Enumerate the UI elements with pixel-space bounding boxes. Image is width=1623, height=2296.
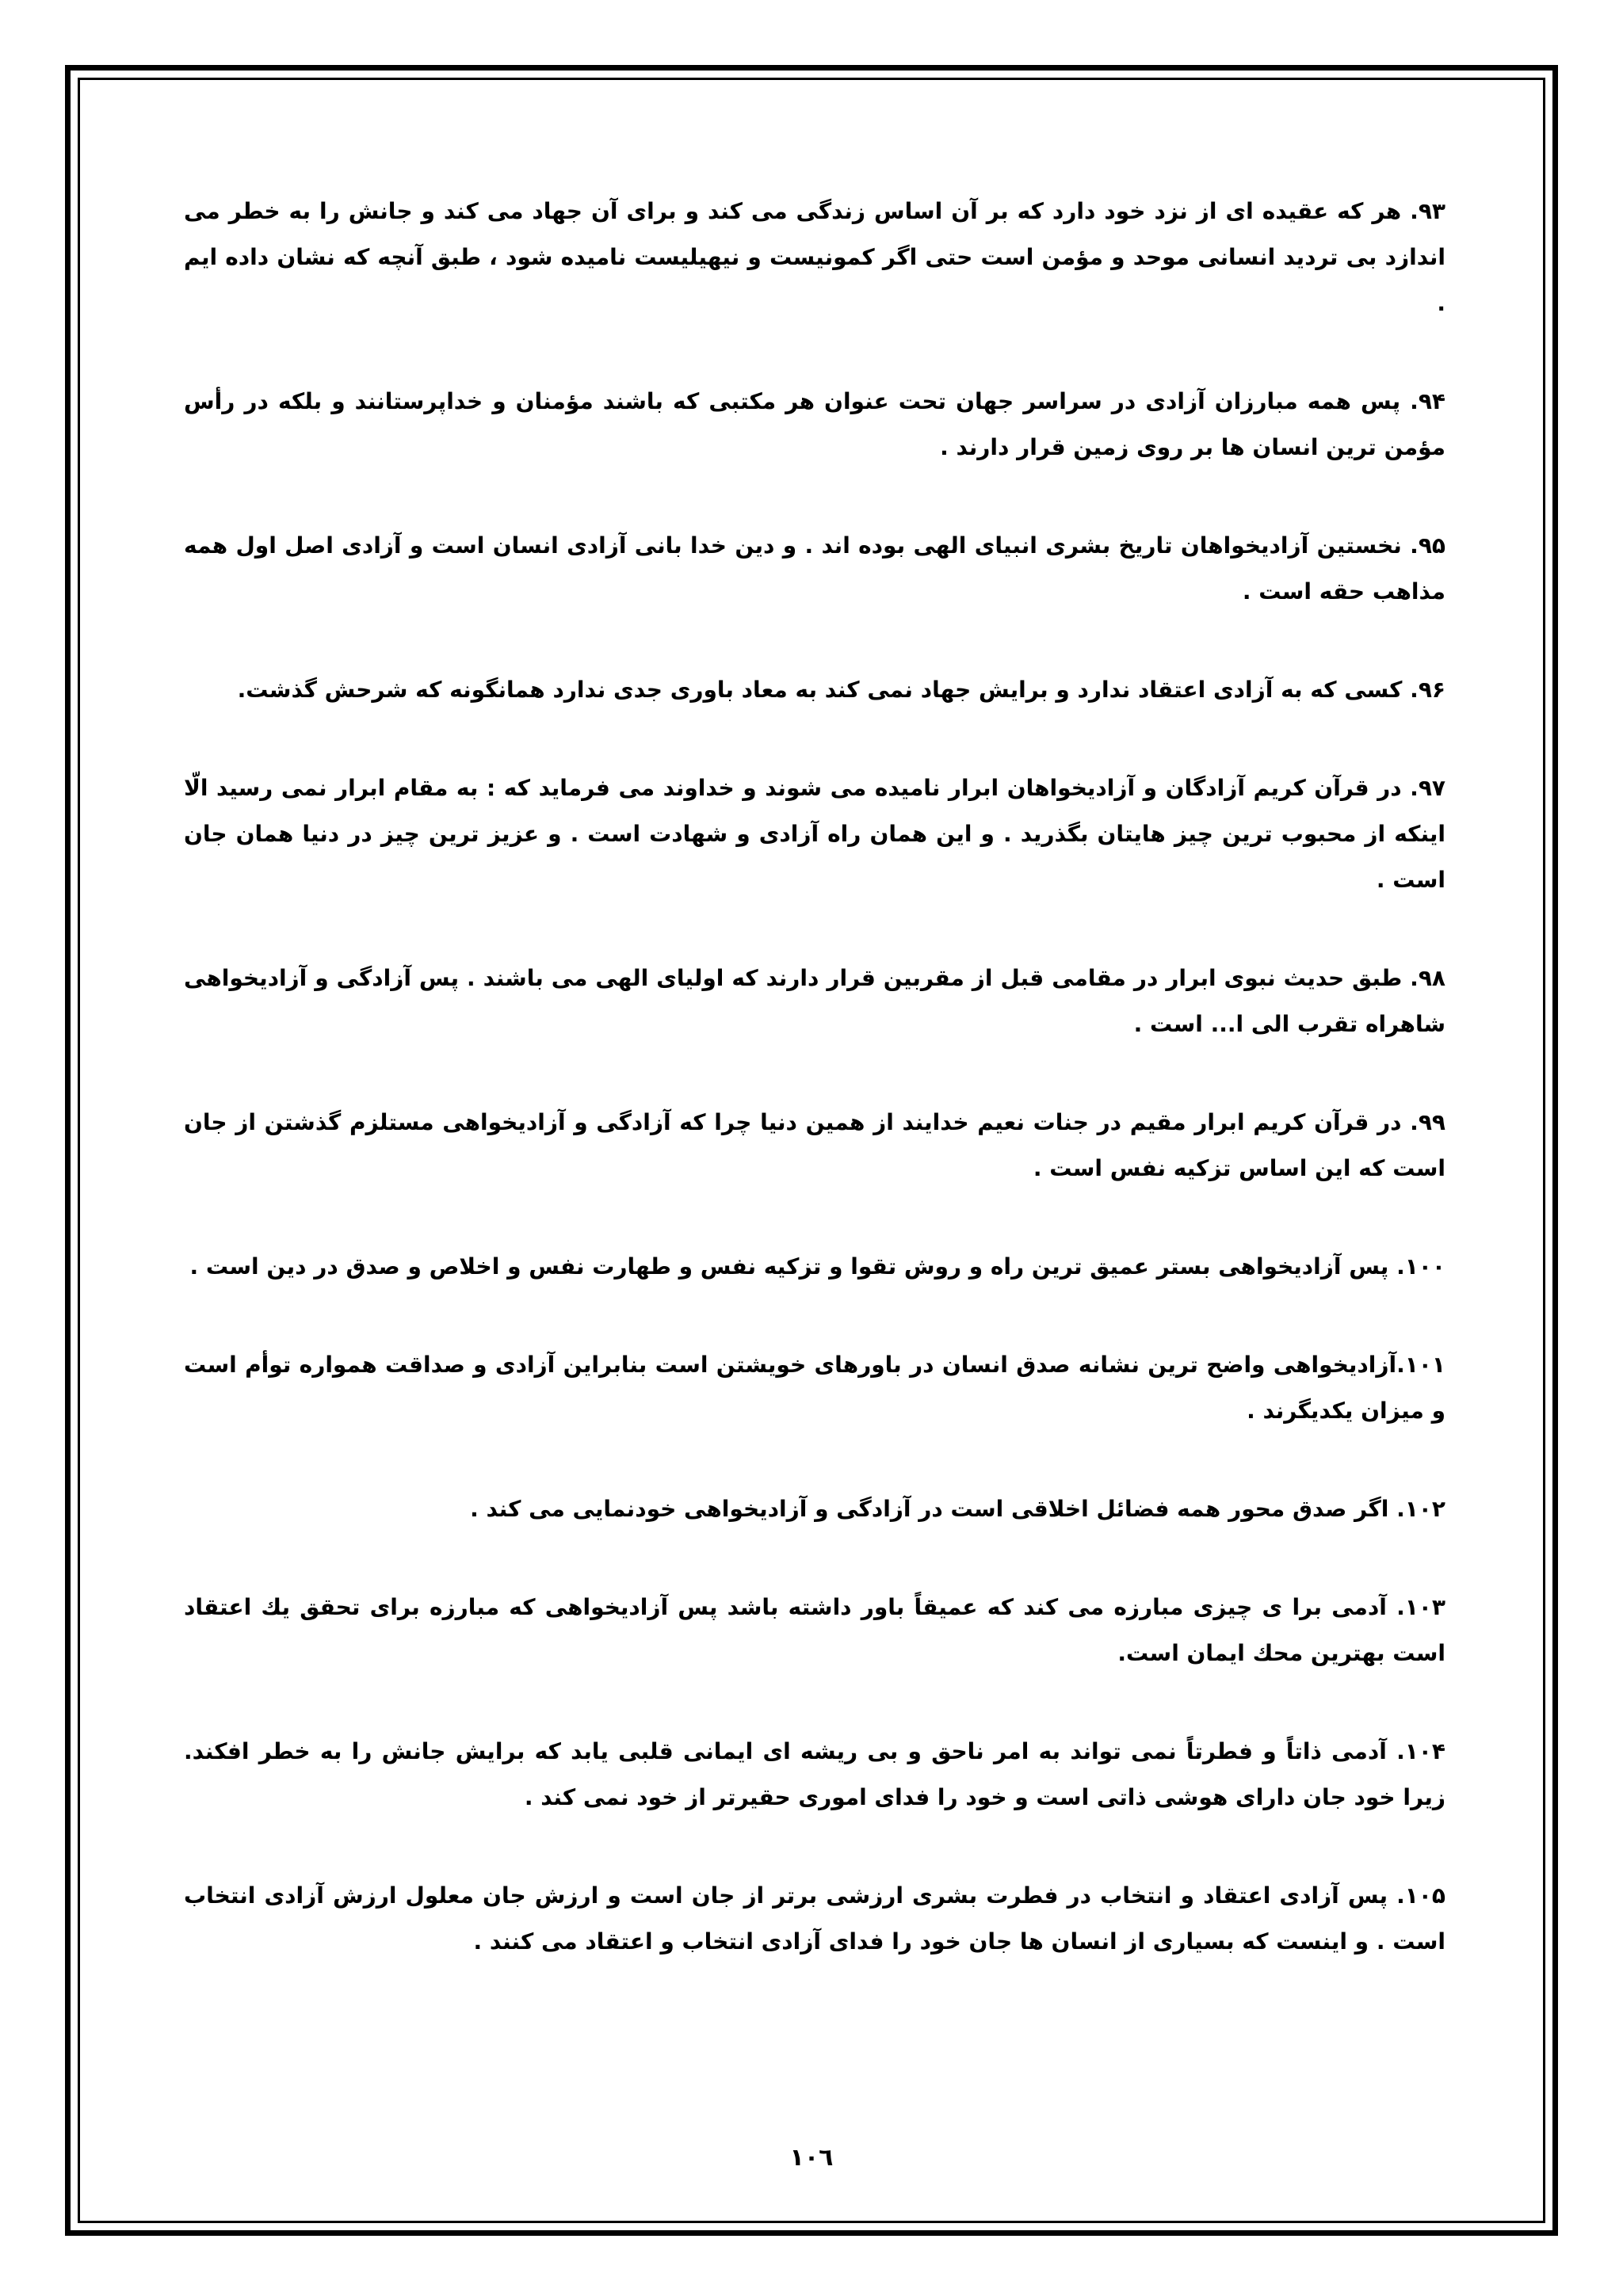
paragraph-104: ۱۰۴. آدمی ذاتاً و فطرتاً نمی تواند به امر ناحق و بی ریشه ای ایمانی قلبی یابد که برایش جانش را به خطر افکند. زیرا خود جان دارای هوشی ذاتی است و خود را فدای اموری حقیرتر از خود نمی کند . [184, 1738, 1445, 1810]
paragraph-105: ۱۰۵. پس آزادی اعتقاد و انتخاب در فطرت بشری ارزشی برتر از جان است و ارزش جان معلول ارزش آزادی انتخاب است . و اینست که بسیاری از انسان ها جان خود را فدای آزادی انتخاب و اعتقاد می کنند . [184, 1882, 1445, 1955]
paragraph-103: ۱۰۳. آدمی برا ی چیزی مبارزه می کند که عمیقاً باور داشته باشد پس آزادیخواهی که مبارزه برای تحقق یك اعتقاد است بهترین محك ایمان است. [184, 1594, 1445, 1666]
paragraph-100: ۱۰۰. پس آزادیخواهی بستر عمیق ترین راه و روش تقوا و تزکیه نفس و طهارت نفس و اخلاص و صدق در دین است . [189, 1253, 1445, 1280]
page-body [184, 189, 1445, 2017]
paragraph-95: ۹۵. نخستین آزادیخواهان تاریخ بشری انبیای الهی بوده اند . و دین خدا بانی آزادی انسان است و آزادی اصل اول همه مذاهب حقه است . [184, 532, 1445, 605]
page-number: ۱۰٦ [789, 2144, 834, 2172]
paragraph-99: ۹۹. در قرآن کریم ابرار مقیم در جنات نعیم خدایند از همین دنیا چرا که آزادگی و آزادیخواهی مستلزم گذشتن از جان است که این اساس تزکیه نفس است . [184, 1109, 1445, 1181]
paragraph-102: ۱۰۲. اگر صدق محور همه فضائل اخلاقی است در آزادگی و آزادیخواهی خودنمایی می کند . [470, 1496, 1445, 1522]
paragraph-93: ۹۳. هر که عقیده ای از نزد خود دارد که بر آن اساس زندگی می کند و برای آن جهاد می کند و جانش را به خطر می اندازد بی تردید انسانی موحد و مؤمن است حتی اگر کمونیست و نیهیلیست نامیده شود ، طبق آنچه که نشان داده ایم . [184, 198, 1445, 316]
paragraph-97: ۹۷. در قرآن کریم آزادگان و آزادیخواهان ابرار نامیده می شوند و خداوند می فرماید که : به مقام ابرار نمی رسید الّا اینکه از محبوب ترین چیز هایتان بگذرید . و این همان راه آزادی و شهادت است . و عزیز ترین چیز در دنیا همان جان است . [184, 775, 1445, 893]
paragraph-101: ۱۰۱.آزادیخواهی واضح ترین نشانه صدق انسان در باورهای خویشتن است بنابراین آزادی و صداقت همواره توأم است و میزان یکدیگرند . [184, 1352, 1445, 1424]
paragraph-94: ۹۴. پس همه مبارزان آزادی در سراسر جهان تحت عنوان هر مکتبی که باشند مؤمنان و خداپرستانند و بلکه در رأس مؤمن ترین انسان ها بر روی زمین قرار دارند . [184, 388, 1445, 460]
paragraph-98: ۹۸. طبق حدیث نبوی ابرار در مقامی قبل از مقربین قرار دارند که اولیای الهی می باشند . پس آزادگی و آزادیخواهی شاهراه تقرب الی ا... است . [184, 965, 1445, 1037]
paragraph-96: ۹۶. کسی که به آزادی اعتقاد ندارد و برایش جهاد نمی کند به معاد باوری جدی ندارد همانگونه که شرحش گذشت. [237, 677, 1445, 703]
